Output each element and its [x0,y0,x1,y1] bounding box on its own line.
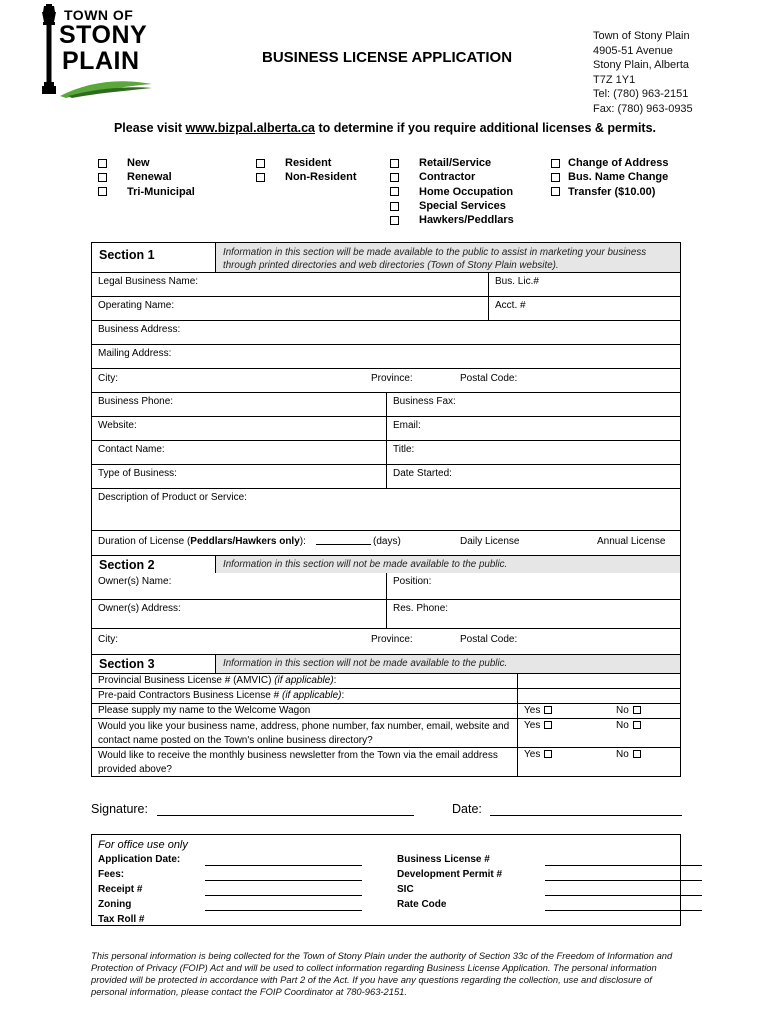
form-row [92,392,680,416]
section-1-note: Information in this section will be made available to the public to assist in marketing your business through printed directories and web directories (Town of Stony Plain website). [215,243,680,272]
form-row [92,464,680,488]
business-category-options [390,156,514,227]
date-started-field[interactable]: Date Started: [386,465,680,488]
contractors-text: Pre-paid Contractors Business License # [98,690,282,701]
no-label: No [616,749,629,760]
form-row [92,272,680,296]
contractors-text: : [341,690,345,701]
city-row[interactable] [92,368,680,392]
amvic-text: : [333,675,337,686]
option-label: Transfer ($10.00) [568,185,656,198]
checkbox-change-of-address[interactable] [551,159,560,168]
residency-options [256,156,357,185]
option-label: Bus. Name Change [568,171,669,184]
logo-line-town-of: TOWN OF [64,7,134,23]
option-label: Non-Resident [285,171,357,184]
position-field[interactable]: Position: [386,573,680,599]
rate-code-line[interactable] [545,910,702,911]
logo-line-stony: STONY [59,21,148,49]
postal-code-label: Postal Code: [460,373,518,384]
form-row [92,488,680,530]
description-field[interactable]: Description of Product or Service: [98,492,247,503]
checkbox-resident[interactable] [256,159,265,168]
business-phone-field[interactable]: Business Phone: [98,396,174,407]
checkbox-home-occupation[interactable] [390,187,399,196]
website-field[interactable]: Website: [98,420,137,431]
amvic-value-cell[interactable] [517,674,680,688]
green-swoosh-icon [58,76,154,98]
application-form [91,242,681,777]
amvic-italic-text: (if applicable) [274,675,334,686]
address-line: Fax: (780) 963-0935 [593,102,693,115]
directory-yes[interactable] [524,720,552,731]
city-label: City: [98,634,118,645]
type-of-business-field[interactable]: Type of Business: [98,468,177,479]
office-label: Development Permit # [397,869,503,880]
newsletter-no[interactable] [616,749,641,760]
option-label: Change of Address [568,157,669,169]
checkbox-icon [633,721,641,729]
checkbox-icon [544,750,552,758]
contact-title-field[interactable]: Title: [386,441,680,464]
section-2-header [92,555,680,573]
directory-no[interactable] [616,720,641,731]
duration-days-input[interactable] [316,534,371,545]
checkbox-special-services[interactable] [390,202,399,211]
fees-line[interactable] [205,880,362,881]
form-row [92,320,680,344]
form-row [92,416,680,440]
province-label: Province: [371,634,413,645]
option-label: Tri-Municipal [127,185,195,198]
change-options [551,156,668,199]
date-label: Date: [452,802,482,816]
notice-text: to determine if you require additional licenses & permits. [314,121,657,135]
document-title: BUSINESS LICENSE APPLICATION [262,49,513,66]
date-field[interactable] [452,802,682,816]
checkbox-retail-service[interactable] [390,159,399,168]
address-line: Tel: (780) 963-2151 [593,88,689,100]
form-row [92,296,680,320]
annual-license-option[interactable]: Annual License [597,536,666,547]
res-phone-field[interactable]: Res. Phone: [386,600,680,628]
duration-row [92,530,680,555]
directory-question: Would you like your business name, address, phone number, fax number, email, website and contact name posted on the Town's online business directory? [98,721,510,746]
bizpal-notice [0,121,770,135]
yes-label: Yes [524,705,541,716]
office-label: Fees: [98,869,125,880]
license-type-options [98,156,195,199]
section-1-header [92,243,680,272]
owners-address-field[interactable]: Owner(s) Address: [98,603,181,614]
option-label: Home Occupation [419,185,514,198]
office-label: Application Date: [98,854,181,865]
bizpal-link[interactable]: www.bizpal.alberta.ca [185,121,315,135]
option-label: Contractor [419,171,476,184]
province-label: Province: [371,373,413,384]
form-row [92,440,680,464]
option-label: Resident [285,157,332,169]
town-address-block [593,29,693,116]
checkbox-transfer[interactable] [551,187,560,196]
duration-text: ): [299,536,306,547]
form-row [92,344,680,368]
checkbox-non-resident[interactable] [256,173,265,182]
welcome-wagon-answer [517,704,680,718]
lamp-post-icon [38,4,60,98]
duration-label [98,536,306,547]
checkbox-hawkers-peddlars[interactable] [390,216,399,225]
contractors-value-cell[interactable] [517,689,680,703]
signature-line[interactable] [157,804,414,816]
duration-bold-text: Peddlars/Hawkers only [190,536,300,547]
form-row [92,573,680,599]
contact-name-field[interactable]: Contact Name: [98,444,165,455]
address-line: 4905-51 Avenue [593,44,673,57]
directory-answer [517,719,680,747]
sic-line[interactable] [545,895,702,896]
address-line: T7Z 1Y1 [593,73,636,86]
office-label: Rate Code [397,899,447,910]
newsletter-question: Would like to receive the monthly business newsletter from the Town via the email address provided above? [98,750,498,775]
owner-city-row[interactable] [92,628,680,654]
form-row [92,747,680,776]
legal-business-name-field[interactable]: Legal Business Name: [98,276,199,287]
section-2-title: Section 2 [99,558,155,572]
checkbox-new[interactable] [98,159,107,168]
welcome-wagon-no[interactable] [616,705,641,716]
operating-name-field[interactable]: Operating Name: [98,300,175,311]
checkbox-contractor[interactable] [390,173,399,182]
postal-code-label: Postal Code: [460,634,518,645]
no-label: No [616,705,629,716]
form-row [92,718,680,747]
amvic-license-field[interactable] [92,674,517,688]
welcome-wagon-yes[interactable] [524,705,552,716]
city-label: City: [98,373,118,384]
checkbox-icon [544,706,552,714]
checkbox-icon [633,706,641,714]
option-label: New [127,157,150,169]
option-label: Special Services [419,199,506,212]
duration-text: Duration of License ( [98,536,191,547]
section-3-title: Section 3 [99,657,155,671]
email-field[interactable]: Email: [386,417,680,440]
notice-text: Please visit [113,121,186,135]
business-address-field[interactable]: Business Address: [98,324,181,335]
bus-lic-field[interactable]: Bus. Lic.# [488,273,680,296]
form-row [92,688,680,703]
office-label: Receipt # [98,884,143,895]
form-row [92,599,680,628]
owners-name-field[interactable]: Owner(s) Name: [98,576,172,587]
form-row [92,673,680,688]
signature-field[interactable] [91,802,414,816]
receipt-line[interactable] [205,895,362,896]
office-label: Tax Roll # [98,914,145,925]
no-label: No [616,720,629,731]
contractors-license-field[interactable] [92,689,517,703]
acct-field[interactable]: Acct. # [488,297,680,320]
office-use-header: For office use only [98,839,188,851]
welcome-wagon-question: Please supply my name to the Welcome Wagon [98,705,311,716]
office-label: SIC [397,884,414,895]
mailing-address-field[interactable]: Mailing Address: [98,348,172,359]
address-line: Town of Stony Plain [593,30,690,42]
checkbox-tri-municipal[interactable] [98,187,107,196]
newsletter-yes[interactable] [524,749,552,760]
daily-license-option[interactable]: Daily License [460,536,520,547]
office-label: Business License # [397,854,490,865]
office-label: Zoning [98,899,132,910]
newsletter-answer [517,748,680,776]
contractors-italic-text: (if applicable) [281,690,342,701]
section-3-note: Information in this section will not be made available to the public. [215,655,680,673]
checkbox-bus-name-change[interactable] [551,173,560,182]
option-label: Hawkers/Peddlars [419,214,514,227]
option-label: Retail/Service [419,157,492,169]
form-row [92,703,680,718]
section-3-header [92,654,680,673]
days-label: (days) [373,536,401,547]
yes-label: Yes [524,720,541,731]
amvic-text: Provincial Business License # (AMVIC) [98,675,275,686]
section-2-note: Information in this section will not be made available to the public. [215,556,680,573]
town-logo [38,4,154,98]
address-line: Stony Plain, Alberta [593,59,690,71]
office-use-box [91,834,681,926]
business-fax-field[interactable]: Business Fax: [386,393,680,416]
zoning-line[interactable] [205,910,362,911]
business-license-line[interactable] [545,865,702,866]
yes-label: Yes [524,749,541,760]
foip-notice: This personal information is being collected for the Town of Stony Plain under the authority of Section 33c of the Freedom of Information and Protection of Privacy (FOIP) Act and will be used to collect information regarding Business License Application. The personal information provided will be protected in accordance with Part 2 of the Act. If you have any questions regarding the collection, use and disclosure of personal information, please contact the FOIP Coordinator at 780-963-2151. [91,950,673,997]
option-label: Renewal [127,171,172,184]
section-1-title: Section 1 [99,248,155,262]
development-permit-line[interactable] [545,880,702,881]
date-line[interactable] [490,804,682,816]
application-date-line[interactable] [205,865,362,866]
checkbox-icon [544,721,552,729]
logo-line-plain: PLAIN [62,47,140,75]
checkbox-renewal[interactable] [98,173,107,182]
checkbox-icon [633,750,641,758]
signature-label: Signature: [91,802,148,816]
